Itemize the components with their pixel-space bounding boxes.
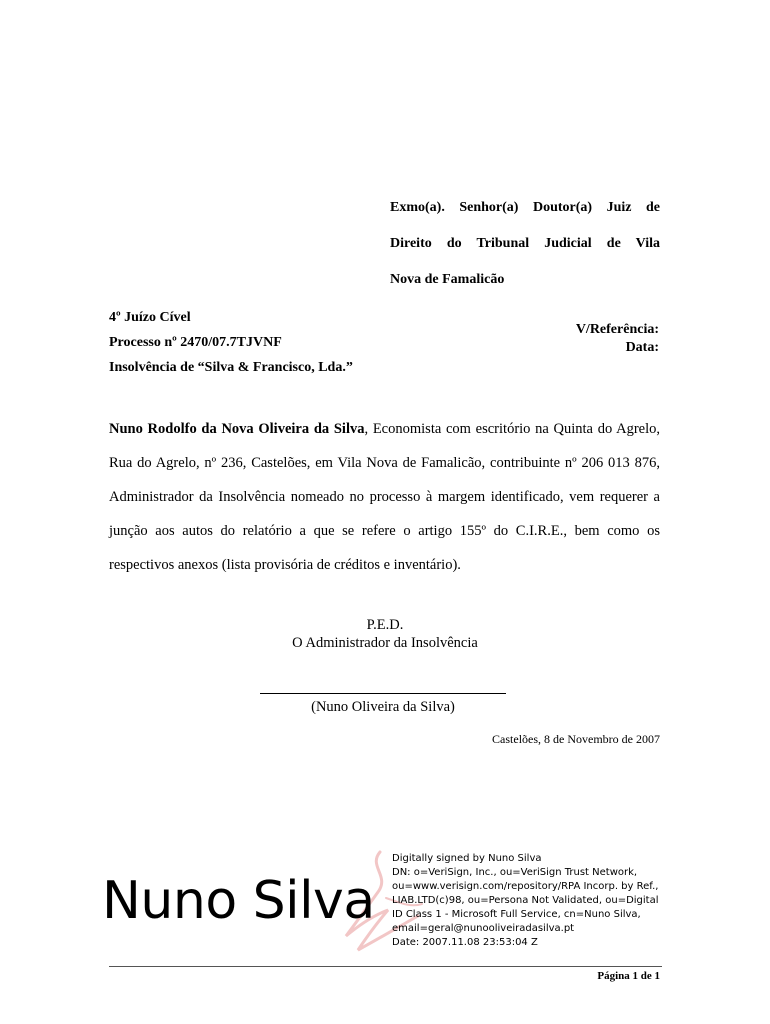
signature-detail-line: Date: 2007.11.08 23:53:04 Z bbox=[392, 937, 538, 948]
administrator-role: O Administrador da Insolvência bbox=[292, 635, 478, 651]
addressee-line-1: Exmo(a). Senhor(a) Doutor(a) Juiz de bbox=[390, 200, 660, 215]
signature-detail-line: Digitally signed by Nuno Silva bbox=[392, 853, 542, 864]
body-paragraph bbox=[109, 412, 660, 582]
court-name: 4º Juízo Cível bbox=[109, 310, 191, 325]
insolvency-title: Insolvência de “Silva & Francisco, Lda.” bbox=[109, 360, 353, 375]
applicant-name: Nuno Rodolfo da Nova Oliveira da Silva bbox=[109, 421, 365, 437]
signature-detail-line: email=geral@nunooliveiradasilva.pt bbox=[392, 923, 575, 934]
footer-divider bbox=[109, 966, 662, 967]
addressee-block bbox=[390, 190, 660, 298]
signature-detail-line: ou=www.verisign.com/repository/RPA Incorp. by Ref., bbox=[392, 881, 659, 892]
ped-text: P.E.D. bbox=[366, 617, 404, 633]
page-number: Página 1 de 1 bbox=[597, 970, 660, 982]
digital-signature-details bbox=[392, 852, 682, 950]
signatory-name: (Nuno Oliveira da Silva) bbox=[311, 699, 455, 715]
process-number: Processo nº 2470/07.7TJVNF bbox=[109, 335, 282, 350]
digital-signature-name: Nuno Silva bbox=[102, 871, 375, 931]
date-label: Data: bbox=[625, 340, 659, 355]
signature-detail-line: ID Class 1 - Microsoft Full Service, cn=Nuno Silva, bbox=[392, 909, 641, 920]
signature-detail-line: DN: o=VeriSign, Inc., ou=VeriSign Trust Network, bbox=[392, 867, 638, 878]
closing-block bbox=[0, 616, 770, 652]
case-info-block bbox=[109, 305, 439, 380]
reference-block bbox=[459, 321, 659, 357]
body-text: , Economista com escritório na Quinta do Agrelo, Rua do Agrelo, nº 236, Castelões, em Vila Nova de Famalicão, contribuinte nº 206 013 876, Administrador da Insolvência nomeado no processo à margem identificado, vem requerer a junção aos autos do relatório a que se refere o artigo 155º do C.I.R.E., bem como os respectivos anexos (lista provisória de créditos e inventário). bbox=[109, 421, 661, 573]
addressee-line-3: Nova de Famalicão bbox=[390, 272, 505, 287]
reference-label: V/Referência: bbox=[575, 322, 659, 337]
addressee-line-2: Direito do Tribunal Judicial de Vila bbox=[390, 236, 660, 251]
place-date: Castelões, 8 de Novembro de 2007 bbox=[492, 732, 660, 746]
signature-line bbox=[260, 693, 506, 694]
signature-detail-line: LIAB.LTD(c)98, ou=Persona Not Validated, ou=Digital bbox=[392, 895, 659, 906]
